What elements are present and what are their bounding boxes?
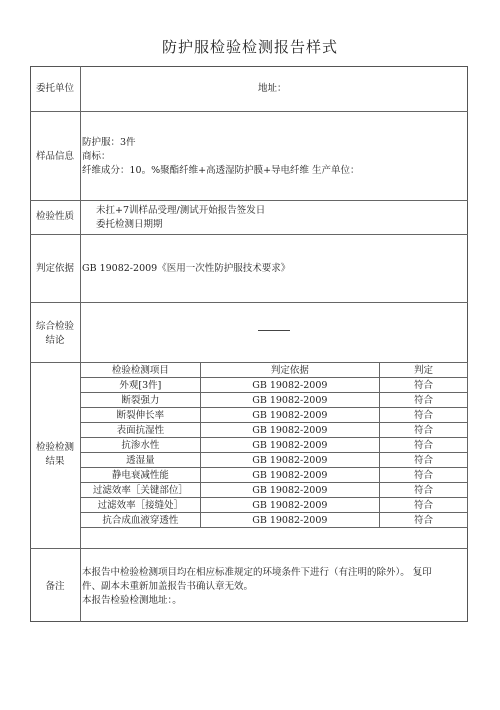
test-verdict: 符合 xyxy=(379,423,467,438)
row-divider xyxy=(30,200,468,201)
test-item: 过滤效率［接缝处］ xyxy=(81,498,201,513)
conclusion-label: 结论 xyxy=(45,335,65,346)
test-verdict: 符合 xyxy=(379,513,467,528)
header-item: 检验检测项目 xyxy=(81,363,201,378)
judgment-basis-text: GB 19082-2009《医用一次性防护服技术要求》 xyxy=(82,263,291,274)
remarks-line: 本报告检验检测地址：。 xyxy=(82,595,182,606)
sample-line: 商标： xyxy=(82,151,111,162)
row-divider xyxy=(30,302,468,303)
test-basis: GB 19082-2009 xyxy=(200,513,379,528)
test-basis: GB 19082-2009 xyxy=(200,393,379,408)
test-verdict: 符合 xyxy=(379,453,467,468)
test-verdict: 符合 xyxy=(379,468,467,483)
test-basis: GB 19082-2009 xyxy=(200,453,379,468)
sample-line: 纤维成分：10。%聚酯纤维+高透湿防护膜+导电纤维 生产单位： xyxy=(82,165,360,176)
inspection-nature-label: 检验性质 xyxy=(35,211,74,222)
results-label: 结果 xyxy=(45,456,65,467)
test-verdict: 符合 xyxy=(379,408,467,423)
test-basis: GB 19082-2009 xyxy=(200,378,379,393)
test-verdict: 符合 xyxy=(379,378,467,393)
test-verdict: 符合 xyxy=(379,438,467,453)
test-basis: GB 19082-2009 xyxy=(200,483,379,498)
test-basis: GB 19082-2009 xyxy=(200,468,379,483)
nature-line: 委托检测日期期 xyxy=(96,219,163,230)
conclusion-dash xyxy=(258,330,290,331)
table-row xyxy=(81,453,468,468)
test-basis: GB 19082-2009 xyxy=(200,438,379,453)
header-basis: 判定依据 xyxy=(200,363,379,378)
remarks-line: 本报告中检验检测项目均在相应标准规定的环境条件下进行（有注明的除外）。 复印 xyxy=(82,567,432,578)
test-basis: GB 19082-2009 xyxy=(200,408,379,423)
nature-line: 未扛+7训样品受理/测试开始报告签发日 xyxy=(96,205,266,216)
remarks-line: 件、副本未重新加盖报告书确认章无效。 xyxy=(82,581,254,592)
page-title: 防护服检验检测报告样式 xyxy=(161,38,338,56)
test-item: 抗渗水性 xyxy=(81,438,201,453)
table-row xyxy=(81,423,468,438)
row-divider xyxy=(30,111,468,112)
table-row xyxy=(81,483,468,498)
test-basis: GB 19082-2009 xyxy=(200,423,379,438)
test-item: 断裂伸长率 xyxy=(81,408,201,423)
test-item: 透湿量 xyxy=(81,453,201,468)
row-divider xyxy=(30,548,468,549)
test-item: 抗合成血液穿透性 xyxy=(81,513,201,528)
remarks-label: 备注 xyxy=(45,581,65,592)
test-verdict: 符合 xyxy=(379,498,467,513)
address-label: 地址： xyxy=(258,83,287,94)
table-row xyxy=(81,513,468,528)
table-row xyxy=(81,378,468,393)
sample-line: 防护服：3件 xyxy=(82,137,136,148)
row-divider xyxy=(30,234,468,235)
sample-info-label: 样品信息 xyxy=(35,151,74,162)
results-label: 检验检测 xyxy=(35,442,74,453)
test-verdict: 符合 xyxy=(379,483,467,498)
table-row xyxy=(81,438,468,453)
table-row xyxy=(81,498,468,513)
judgment-basis-label: 判定依据 xyxy=(35,263,74,274)
test-item: 断裂强力 xyxy=(81,393,201,408)
test-item: 静电衰减性能 xyxy=(81,468,201,483)
conclusion-label: 综合检验 xyxy=(35,321,74,332)
test-basis: GB 19082-2009 xyxy=(200,498,379,513)
table-row xyxy=(81,393,468,408)
test-item: 外观[3件] xyxy=(81,378,201,393)
test-item: 过滤效率［关键部位］ xyxy=(81,483,201,498)
table-row xyxy=(81,468,468,483)
test-verdict: 符合 xyxy=(379,393,467,408)
header-verdict: 判定 xyxy=(379,363,467,378)
client-label: 委托单位 xyxy=(35,83,74,94)
label-column-divider xyxy=(80,66,81,622)
table-row xyxy=(81,408,468,423)
test-item: 表面抗湿性 xyxy=(81,423,201,438)
results-table xyxy=(80,362,468,528)
table-header-row xyxy=(81,363,468,378)
